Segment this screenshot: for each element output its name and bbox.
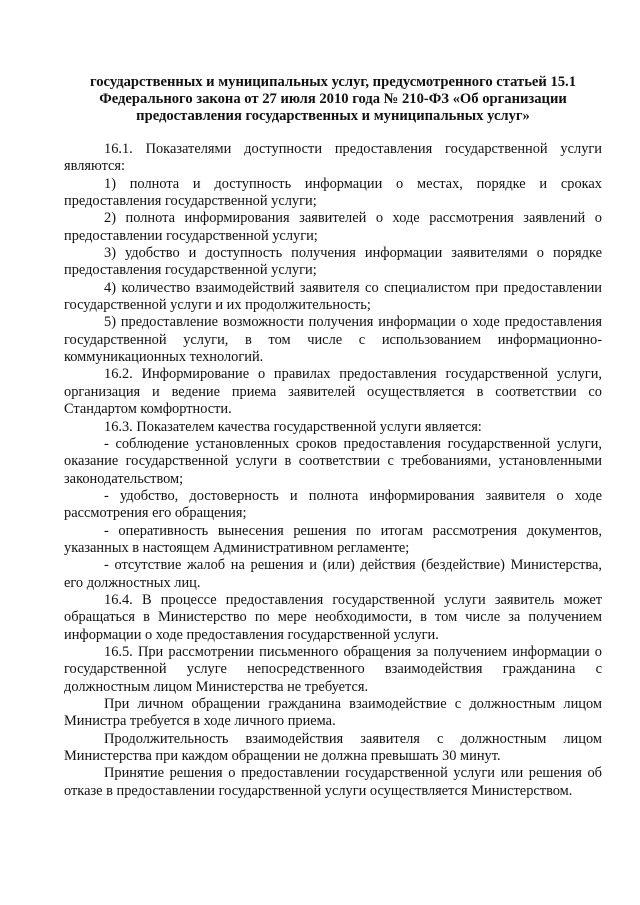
paragraph-personal-contact: При личном обращении гражданина взаимодействие с должностным лицом Министра требуется в ходе личного приема. bbox=[64, 696, 602, 730]
paragraph-16-4: 16.4. В процессе предоставления государственной услуги заявитель может обращаться в Министерство по мере необходимости, в том числе за получением информации о ходе предоставления государственной услуги. bbox=[64, 591, 602, 643]
document-heading bbox=[64, 74, 602, 125]
list-item-4: 4) количество взаимодействий заявителя со специалистом при предоставлении государственной услуги и их продолжительность; bbox=[64, 279, 602, 314]
paragraph-decision: Принятие решения о предоставлении государственной услуги или решения об отказе в предоставлении государственной услуги осуществляется Министерством. bbox=[64, 765, 602, 799]
quality-item-2: - удобство, достоверность и полнота информирования заявителя о ходе рассмотрения его обращения; bbox=[64, 487, 602, 522]
document-page bbox=[64, 74, 602, 800]
paragraph-16-1: 16.1. Показателями доступности предоставления государственной услуги являются: bbox=[64, 141, 602, 175]
list-item-3: 3) удобство и доступность получения информации заявителями о порядке предоставления государственной услуги; bbox=[64, 245, 602, 279]
paragraph-duration: Продолжительность взаимодействия заявителя с должностным лицом Министерства при каждом обращении не должна превышать 30 минут. bbox=[64, 730, 602, 765]
heading-line: предоставления государственных и муниципальных услуг» bbox=[136, 108, 530, 124]
heading-line: государственных и муниципальных услуг, предусмотренного статьей 15.1 bbox=[89, 74, 577, 90]
list-item-5: 5) предоставление возможности получения информации о ходе предоставления государственной услуги, в том числе с использованием информационно-коммуникационных технологий. bbox=[64, 314, 602, 366]
list-item-1: 1) полнота и доступность информации о местах, порядке и сроках предоставления государственной услуги; bbox=[64, 175, 602, 210]
list-item-2: 2) полнота информирования заявителей о ходе рассмотрения заявлений о предоставлении государственной услуги; bbox=[64, 210, 602, 244]
quality-item-3: - оперативность вынесения решения по итогам рассмотрения документов, указанных в настоящем Административном регламенте; bbox=[64, 522, 602, 556]
paragraph-16-2: 16.2. Информирование о правилах предоставления государственной услуги, организация и ведение приема заявителей осуществляется в соответствии со Стандартом комфортности. bbox=[64, 366, 602, 418]
paragraph-16-5: 16.5. При рассмотрении письменного обращения за получением информации о государственной услуге непосредственного взаимодействия гражданина с должностным лицом Министерства не требуется. bbox=[64, 643, 602, 695]
paragraph-16-3: 16.3. Показателем качества государственной услуги является: bbox=[104, 418, 482, 435]
heading-line: Федерального закона от 27 июля 2010 года № 210-ФЗ «Об организации bbox=[99, 91, 567, 107]
quality-item-4: - отсутствие жалоб на решения и (или) действия (бездействие) Министерства, его должностных лиц. bbox=[64, 557, 602, 591]
quality-item-1: - соблюдение установленных сроков предоставления государственной услуги, оказание государственной услуги в соответствии с требованиями, установленными законодательством; bbox=[64, 435, 602, 487]
document-body bbox=[64, 141, 602, 800]
